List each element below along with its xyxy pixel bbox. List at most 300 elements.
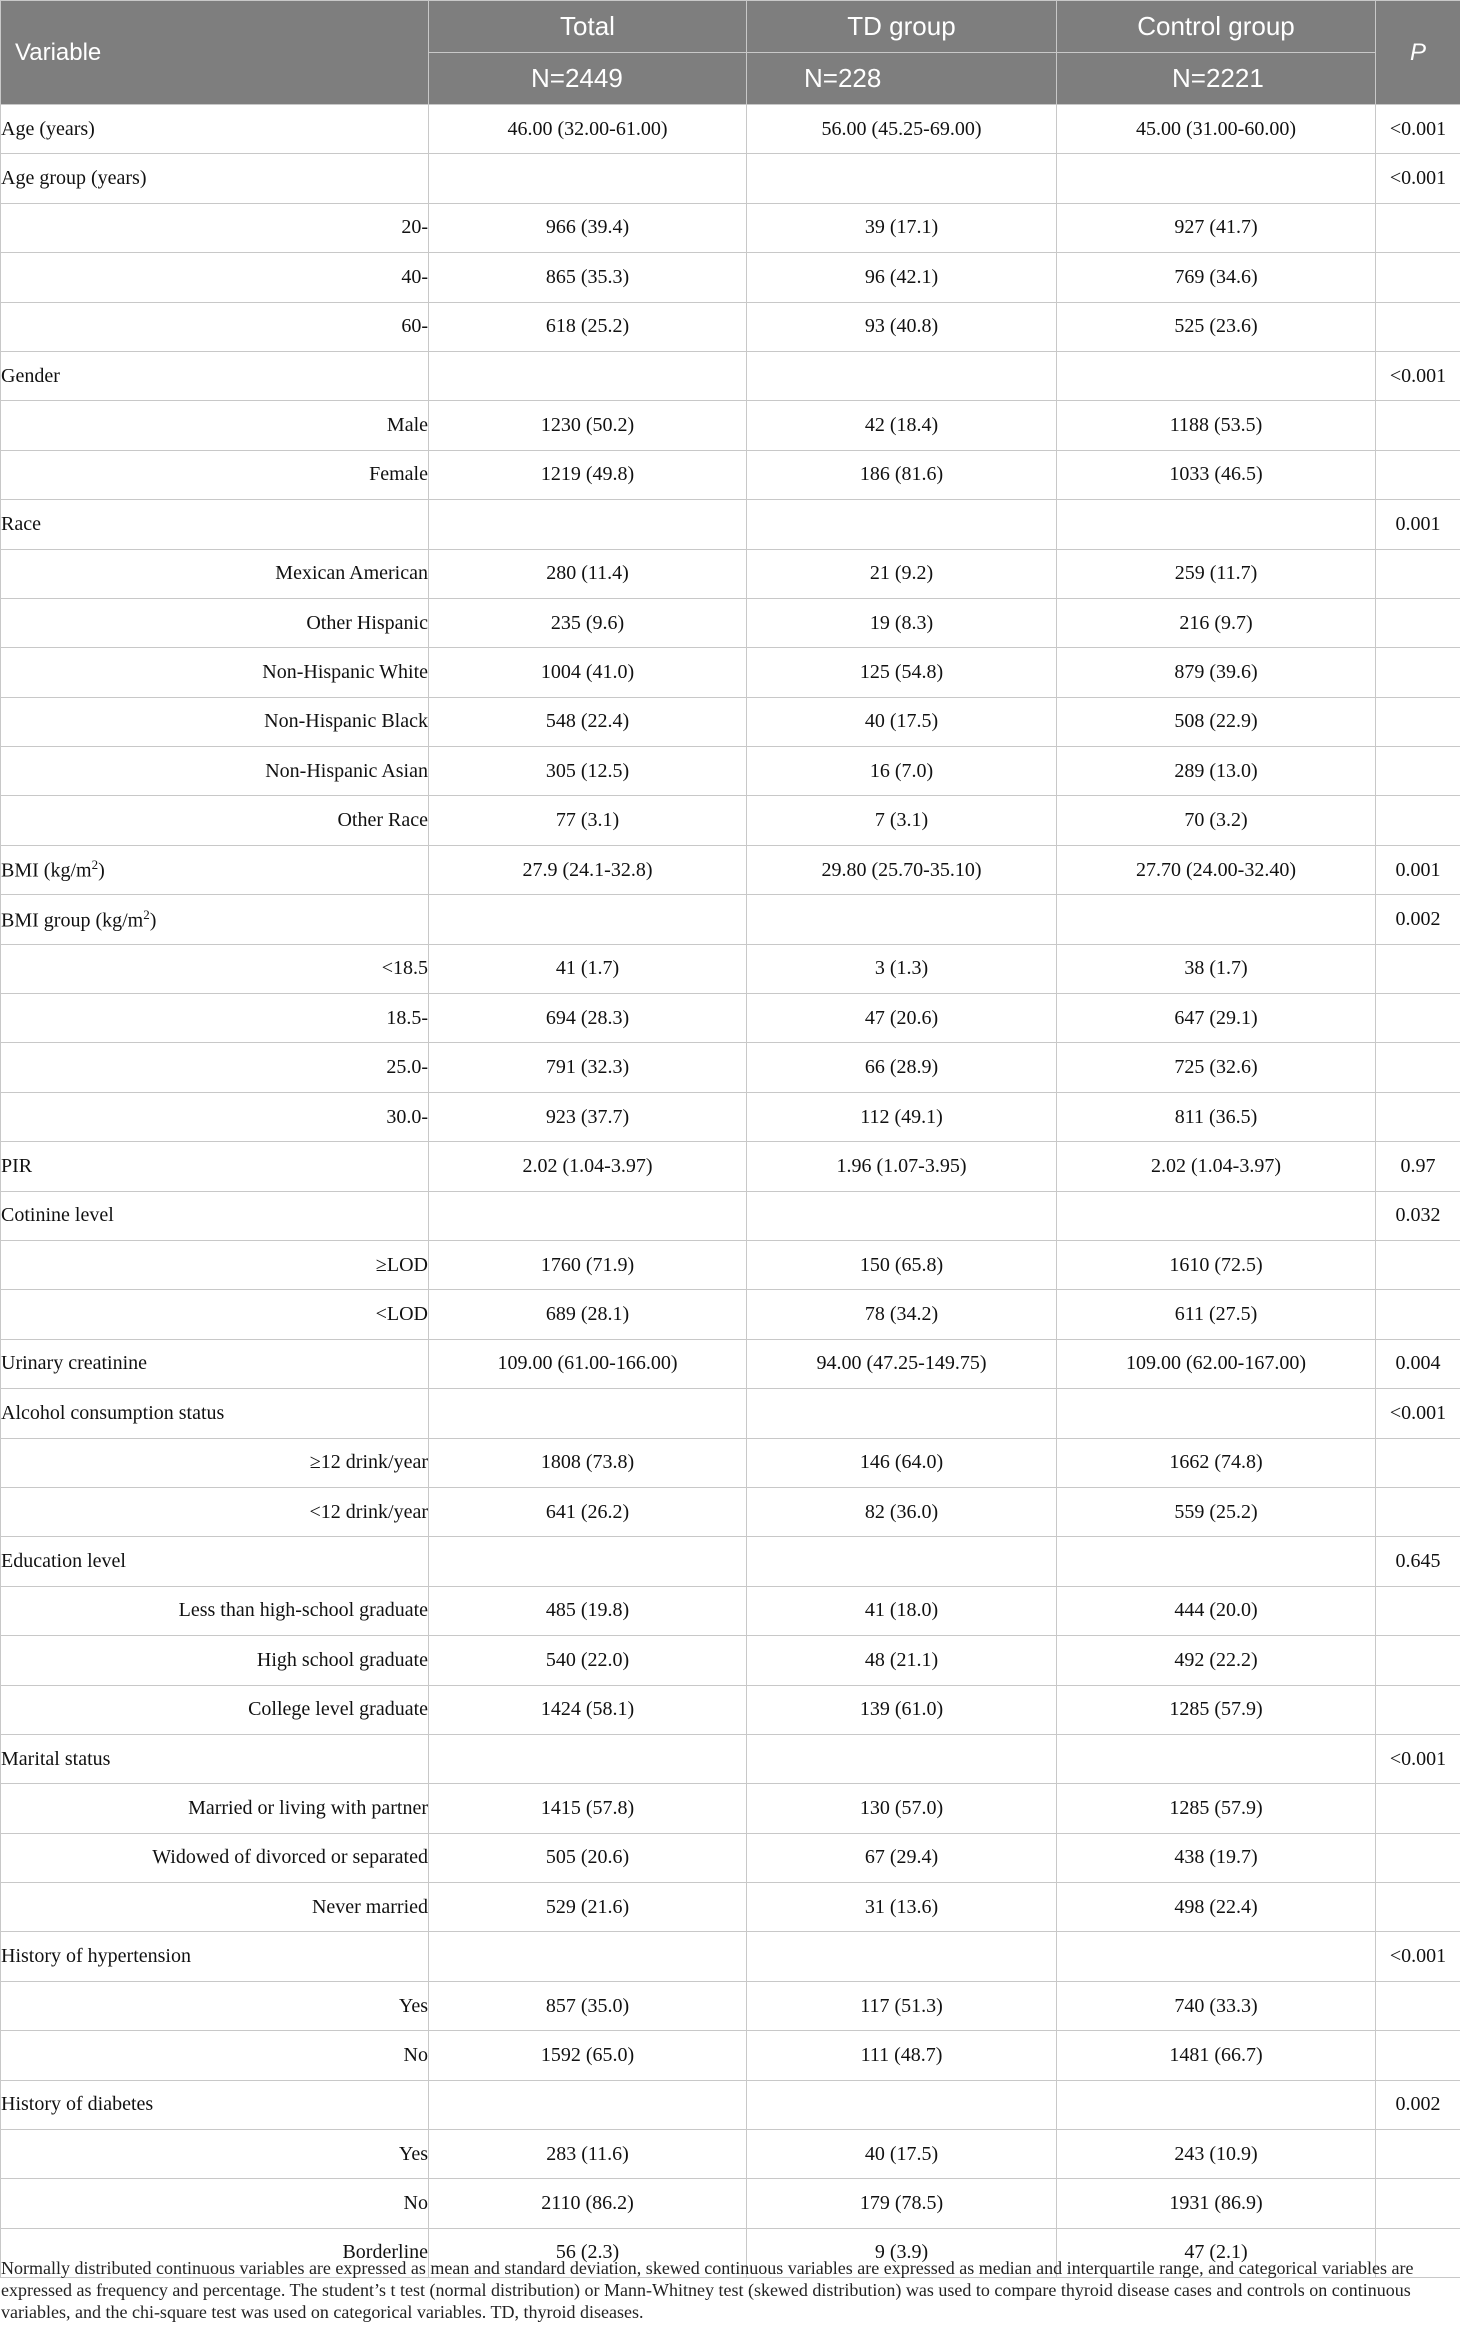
total-cell: 1219 (49.8)	[429, 450, 747, 499]
row-label	[1, 944, 429, 993]
row-label-text: History of diabetes	[1, 2093, 154, 2116]
table-row	[1, 2130, 1460, 2179]
row-label-text: Less than high-school graduate	[178, 1599, 428, 1622]
control-cell	[1057, 500, 1376, 549]
total-cell: 1760 (71.9)	[429, 1240, 747, 1289]
row-label-text: Mexican American	[275, 562, 428, 585]
row-label	[1, 1685, 429, 1734]
table-row	[1, 203, 1460, 252]
row-label-text: Male	[386, 414, 428, 437]
table-row	[1, 1240, 1460, 1289]
total-cell: 109.00 (61.00-166.00)	[429, 1339, 747, 1388]
row-label-text: 30.0-	[386, 1105, 428, 1128]
table-header	[1, 1, 1460, 105]
p-value-cell	[1376, 549, 1460, 598]
row-label-text: Other Race	[337, 809, 428, 832]
td-cell	[747, 895, 1057, 944]
p-value-cell	[1376, 1290, 1460, 1339]
p-value-cell: 0.645	[1376, 1537, 1460, 1586]
td-cell: 47 (20.6)	[747, 994, 1057, 1043]
total-cell: 56 (2.3)	[429, 2228, 747, 2277]
total-cell: 505 (20.6)	[429, 1833, 747, 1882]
row-label-text: College level graduate	[248, 1698, 428, 1721]
row-label-text: Race	[1, 512, 41, 535]
td-cell: 96 (42.1)	[747, 253, 1057, 302]
total-cell: 2.02 (1.04-3.97)	[429, 1142, 747, 1191]
control-cell: 492 (22.2)	[1057, 1636, 1376, 1685]
variable-header: Variable	[1, 1, 429, 105]
row-label-text: Female	[369, 463, 428, 486]
control-cell: 70 (3.2)	[1057, 796, 1376, 845]
superscript: 2	[91, 857, 99, 873]
total-cell: 41 (1.7)	[429, 944, 747, 993]
td-cell: 40 (17.5)	[747, 697, 1057, 746]
table-row	[1, 500, 1460, 549]
td-cell: 112 (49.1)	[747, 1092, 1057, 1141]
p-value-cell: <0.001	[1376, 1734, 1460, 1783]
row-label	[1, 1290, 429, 1339]
td-cell: 93 (40.8)	[747, 302, 1057, 351]
row-label-text: No	[403, 2043, 428, 2066]
row-label-text: Non-Hispanic Asian	[265, 759, 428, 782]
p-value-cell	[1376, 1043, 1460, 1092]
table-row	[1, 944, 1460, 993]
row-label-text: BMI (kg/m	[1, 859, 92, 882]
row-label	[1, 1142, 429, 1191]
table-row	[1, 1932, 1460, 1981]
row-label	[1, 648, 429, 697]
td-cell: 21 (9.2)	[747, 549, 1057, 598]
total-cell: 540 (22.0)	[429, 1636, 747, 1685]
total-cell	[429, 1932, 747, 1981]
total-cell: 1415 (57.8)	[429, 1784, 747, 1833]
control-cell: 740 (33.3)	[1057, 1981, 1376, 2030]
td-cell: 94.00 (47.25-149.75)	[747, 1339, 1057, 1388]
control-cell: 2.02 (1.04-3.97)	[1057, 1142, 1376, 1191]
control-cell: 498 (22.4)	[1057, 1883, 1376, 1932]
td-group-header: TD group	[747, 1, 1057, 53]
td-cell	[747, 500, 1057, 549]
p-value-cell	[1376, 1586, 1460, 1635]
row-label-text: Non-Hispanic White	[262, 660, 428, 683]
p-value-cell	[1376, 1636, 1460, 1685]
p-value-cell	[1376, 1883, 1460, 1932]
total-cell	[429, 1734, 747, 1783]
row-label-text: Marital status	[1, 1747, 111, 1770]
total-cell: 923 (37.7)	[429, 1092, 747, 1141]
row-label-text: ≥12 drink/year	[309, 1451, 428, 1474]
table-row	[1, 401, 1460, 450]
row-label-text: Urinary creatinine	[1, 1352, 148, 1375]
control-cell: 27.70 (24.00-32.40)	[1057, 845, 1376, 894]
p-value-cell: 0.004	[1376, 1339, 1460, 1388]
td-cell: 9 (3.9)	[747, 2228, 1057, 2277]
control-cell	[1057, 351, 1376, 400]
row-label	[1, 549, 429, 598]
total-cell: 1230 (50.2)	[429, 401, 747, 450]
table-row	[1, 1586, 1460, 1635]
table-row	[1, 1537, 1460, 1586]
total-cell: 865 (35.3)	[429, 253, 747, 302]
footnote-text: Normally distributed continuous variables are expressed as mean and standard deviation, skewed continuous variables are expressed as median and interquartile range, and categorical variables are expressed as frequency and percentage. The student’s t test (normal distribution) or Mann-Whitney test (skewed distribution) was used to compare thyroid disease cases and controls on continuous variables, and the chi-square test was used on categorical variables. TD, thyroid diseases.	[1, 2258, 1414, 2322]
row-label	[1, 1784, 429, 1833]
total-cell: 548 (22.4)	[429, 697, 747, 746]
total-header: Total	[429, 1, 747, 53]
table-row	[1, 895, 1460, 944]
control-cell: 243 (10.9)	[1057, 2130, 1376, 2179]
row-label	[1, 401, 429, 450]
td-group-n: N=228	[747, 53, 1057, 105]
control-cell	[1057, 154, 1376, 203]
p-value-cell: 0.032	[1376, 1191, 1460, 1240]
control-group-header: Control group	[1057, 1, 1376, 53]
p-value-cell	[1376, 747, 1460, 796]
row-label-text: Cotinine level	[1, 1204, 114, 1227]
td-cell: 40 (17.5)	[747, 2130, 1057, 2179]
control-cell	[1057, 1389, 1376, 1438]
total-cell: 689 (28.1)	[429, 1290, 747, 1339]
table-row	[1, 351, 1460, 400]
table-row	[1, 1290, 1460, 1339]
p-value-cell	[1376, 1092, 1460, 1141]
total-cell	[429, 895, 747, 944]
control-cell: 1285 (57.9)	[1057, 1685, 1376, 1734]
table-row	[1, 450, 1460, 499]
total-cell: 1424 (58.1)	[429, 1685, 747, 1734]
row-label	[1, 154, 429, 203]
table-row	[1, 747, 1460, 796]
table-row	[1, 994, 1460, 1043]
p-value-cell: 0.001	[1376, 500, 1460, 549]
control-cell: 811 (36.5)	[1057, 1092, 1376, 1141]
total-cell	[429, 351, 747, 400]
table-row	[1, 549, 1460, 598]
p-value-cell	[1376, 302, 1460, 351]
table-row	[1, 1784, 1460, 1833]
row-label-suffix: )	[98, 859, 105, 882]
row-label-text: 60-	[401, 315, 428, 338]
row-label	[1, 845, 429, 894]
total-n: N=2449	[429, 53, 747, 105]
row-label	[1, 697, 429, 746]
control-cell: 1610 (72.5)	[1057, 1240, 1376, 1289]
p-value-cell	[1376, 944, 1460, 993]
table-row	[1, 1833, 1460, 1882]
control-cell: 1481 (66.7)	[1057, 2031, 1376, 2080]
td-cell: 41 (18.0)	[747, 1586, 1057, 1635]
table-row	[1, 253, 1460, 302]
control-cell: 1285 (57.9)	[1057, 1784, 1376, 1833]
total-cell	[429, 154, 747, 203]
total-cell: 529 (21.6)	[429, 1883, 747, 1932]
row-label-text: Education level	[1, 1550, 126, 1573]
p-value-header: P	[1376, 1, 1460, 105]
row-label-text: Age (years)	[1, 117, 95, 140]
row-label	[1, 796, 429, 845]
td-cell: 130 (57.0)	[747, 1784, 1057, 1833]
row-label	[1, 1537, 429, 1586]
p-value-cell	[1376, 648, 1460, 697]
p-value-cell	[1376, 1685, 1460, 1734]
row-label	[1, 994, 429, 1043]
total-cell: 694 (28.3)	[429, 994, 747, 1043]
table-row	[1, 302, 1460, 351]
p-value-cell	[1376, 203, 1460, 252]
row-label-text: <12 drink/year	[309, 1500, 428, 1523]
total-cell	[429, 1537, 747, 1586]
control-cell: 769 (34.6)	[1057, 253, 1376, 302]
td-cell: 56.00 (45.25-69.00)	[747, 105, 1057, 154]
row-label	[1, 1043, 429, 1092]
p-value-cell	[1376, 2031, 1460, 2080]
row-label	[1, 2031, 429, 2080]
table-row	[1, 2080, 1460, 2129]
control-cell	[1057, 1932, 1376, 1981]
total-cell: 641 (26.2)	[429, 1487, 747, 1536]
td-cell: 66 (28.9)	[747, 1043, 1057, 1092]
row-label-text: High school graduate	[256, 1648, 428, 1671]
table-row	[1, 1043, 1460, 1092]
total-cell: 485 (19.8)	[429, 1586, 747, 1635]
control-cell: 38 (1.7)	[1057, 944, 1376, 993]
control-cell: 559 (25.2)	[1057, 1487, 1376, 1536]
control-cell	[1057, 2080, 1376, 2129]
row-label	[1, 1438, 429, 1487]
control-cell: 1188 (53.5)	[1057, 401, 1376, 450]
row-label	[1, 1092, 429, 1141]
row-label	[1, 1339, 429, 1388]
control-cell	[1057, 1537, 1376, 1586]
control-cell: 438 (19.7)	[1057, 1833, 1376, 1882]
total-cell: 235 (9.6)	[429, 598, 747, 647]
td-cell: 39 (17.1)	[747, 203, 1057, 252]
td-cell: 16 (7.0)	[747, 747, 1057, 796]
p-value-cell	[1376, 796, 1460, 845]
row-label	[1, 2080, 429, 2129]
table-row	[1, 1685, 1460, 1734]
row-label-text: Age group (years)	[1, 167, 147, 190]
control-cell: 508 (22.9)	[1057, 697, 1376, 746]
control-cell: 289 (13.0)	[1057, 747, 1376, 796]
total-cell: 1592 (65.0)	[429, 2031, 747, 2080]
row-label-text: 40-	[401, 265, 428, 288]
row-label-suffix: )	[149, 909, 157, 932]
td-cell	[747, 2080, 1057, 2129]
table-row	[1, 697, 1460, 746]
row-label-text: <LOD	[375, 1303, 428, 1326]
control-cell: 879 (39.6)	[1057, 648, 1376, 697]
table-body	[1, 105, 1460, 2278]
td-cell: 67 (29.4)	[747, 1833, 1057, 1882]
td-cell: 31 (13.6)	[747, 1883, 1057, 1932]
total-cell: 857 (35.0)	[429, 1981, 747, 2030]
td-cell	[747, 1537, 1057, 1586]
p-value-cell: <0.001	[1376, 154, 1460, 203]
td-cell: 179 (78.5)	[747, 2179, 1057, 2228]
p-value-cell	[1376, 1438, 1460, 1487]
control-group-n: N=2221	[1057, 53, 1376, 105]
table-row	[1, 1636, 1460, 1685]
row-label	[1, 1191, 429, 1240]
row-label-text: 18.5-	[386, 1006, 428, 1029]
td-cell: 42 (18.4)	[747, 401, 1057, 450]
td-cell: 150 (65.8)	[747, 1240, 1057, 1289]
row-label	[1, 1932, 429, 1981]
p-value-cell	[1376, 1833, 1460, 1882]
td-cell: 82 (36.0)	[747, 1487, 1057, 1536]
row-label-text: 20-	[401, 216, 428, 239]
table-row	[1, 598, 1460, 647]
row-label	[1, 105, 429, 154]
total-cell: 305 (12.5)	[429, 747, 747, 796]
row-label-text: ≥LOD	[375, 1253, 428, 1276]
row-label-text: Never married	[311, 1895, 428, 1918]
td-cell: 19 (8.3)	[747, 598, 1057, 647]
td-cell: 111 (48.7)	[747, 2031, 1057, 2080]
p-value-cell	[1376, 1981, 1460, 2030]
row-label	[1, 1981, 429, 2030]
p-value-cell	[1376, 253, 1460, 302]
total-cell	[429, 1389, 747, 1438]
control-cell: 216 (9.7)	[1057, 598, 1376, 647]
row-label-text: Non-Hispanic Black	[264, 710, 428, 733]
td-cell: 7 (3.1)	[747, 796, 1057, 845]
row-label	[1, 1586, 429, 1635]
row-label-text: Yes	[398, 2142, 428, 2165]
total-cell: 618 (25.2)	[429, 302, 747, 351]
total-cell: 1004 (41.0)	[429, 648, 747, 697]
row-label	[1, 1389, 429, 1438]
control-cell: 109.00 (62.00-167.00)	[1057, 1339, 1376, 1388]
row-label	[1, 1636, 429, 1685]
control-cell	[1057, 1191, 1376, 1240]
total-cell: 283 (11.6)	[429, 2130, 747, 2179]
row-label	[1, 1487, 429, 1536]
row-label-text: Widowed of divorced or separated	[152, 1846, 428, 1869]
p-value-cell: <0.001	[1376, 1932, 1460, 1981]
control-cell: 1662 (74.8)	[1057, 1438, 1376, 1487]
table-row	[1, 1883, 1460, 1932]
p-value-cell: <0.001	[1376, 105, 1460, 154]
table-row	[1, 845, 1460, 894]
row-label-text: Gender	[1, 364, 60, 387]
td-cell	[747, 351, 1057, 400]
total-cell	[429, 500, 747, 549]
total-cell: 280 (11.4)	[429, 549, 747, 598]
total-cell	[429, 1191, 747, 1240]
td-cell	[747, 1191, 1057, 1240]
row-label-text: PIR	[1, 1154, 33, 1177]
control-cell	[1057, 895, 1376, 944]
total-cell	[429, 2080, 747, 2129]
total-cell: 46.00 (32.00-61.00)	[429, 105, 747, 154]
row-label-text: 25.0-	[386, 1056, 428, 1079]
control-cell	[1057, 1734, 1376, 1783]
row-label	[1, 598, 429, 647]
row-label	[1, 203, 429, 252]
row-label	[1, 2179, 429, 2228]
p-value-cell: <0.001	[1376, 1389, 1460, 1438]
p-value-cell	[1376, 1240, 1460, 1289]
row-label-text: History of hypertension	[1, 1945, 191, 1968]
row-label	[1, 1734, 429, 1783]
row-label-text: Borderline	[342, 2241, 428, 2264]
td-cell: 186 (81.6)	[747, 450, 1057, 499]
row-label-text: Yes	[398, 1994, 428, 2017]
total-cell: 77 (3.1)	[429, 796, 747, 845]
table-row	[1, 2031, 1460, 2080]
p-value-cell	[1376, 598, 1460, 647]
p-value-cell	[1376, 697, 1460, 746]
row-label	[1, 302, 429, 351]
table-row	[1, 1487, 1460, 1536]
control-cell: 47 (2.1)	[1057, 2228, 1376, 2277]
row-label-text: Alcohol consumption status	[1, 1401, 225, 1424]
table-row	[1, 1142, 1460, 1191]
p-value-cell: 0.001	[1376, 845, 1460, 894]
table-row	[1, 2179, 1460, 2228]
td-cell	[747, 1389, 1057, 1438]
p-value-cell: 0.002	[1376, 895, 1460, 944]
table-row	[1, 1734, 1460, 1783]
control-cell: 45.00 (31.00-60.00)	[1057, 105, 1376, 154]
table-footnote	[0, 2257, 1456, 2323]
td-cell: 48 (21.1)	[747, 1636, 1057, 1685]
p-value-cell: 0.97	[1376, 1142, 1460, 1191]
row-label-text: No	[403, 2192, 428, 2215]
row-label	[1, 1833, 429, 1882]
control-cell: 725 (32.6)	[1057, 1043, 1376, 1092]
p-value-cell	[1376, 1784, 1460, 1833]
row-label	[1, 351, 429, 400]
table-row	[1, 796, 1460, 845]
td-cell	[747, 154, 1057, 203]
p-value-cell	[1376, 2179, 1460, 2228]
row-label-text: Married or living with partner	[188, 1796, 428, 1819]
total-cell: 2110 (86.2)	[429, 2179, 747, 2228]
td-cell: 78 (34.2)	[747, 1290, 1057, 1339]
total-cell: 27.9 (24.1-32.8)	[429, 845, 747, 894]
row-label	[1, 450, 429, 499]
table-row	[1, 1438, 1460, 1487]
total-cell: 791 (32.3)	[429, 1043, 747, 1092]
row-label	[1, 1240, 429, 1289]
row-label	[1, 747, 429, 796]
td-cell: 29.80 (25.70-35.10)	[747, 845, 1057, 894]
total-cell: 966 (39.4)	[429, 203, 747, 252]
row-label-text: BMI group (kg/m	[1, 909, 144, 932]
control-cell: 525 (23.6)	[1057, 302, 1376, 351]
td-cell	[747, 1734, 1057, 1783]
td-cell: 117 (51.3)	[747, 1981, 1057, 2030]
control-cell: 1931 (86.9)	[1057, 2179, 1376, 2228]
td-cell: 3 (1.3)	[747, 944, 1057, 993]
row-label	[1, 2130, 429, 2179]
td-cell: 1.96 (1.07-3.95)	[747, 1142, 1057, 1191]
table-row	[1, 1389, 1460, 1438]
p-value-cell	[1376, 401, 1460, 450]
table-row	[1, 154, 1460, 203]
table-row	[1, 1981, 1460, 2030]
control-cell: 647 (29.1)	[1057, 994, 1376, 1043]
table-row	[1, 1339, 1460, 1388]
table-row	[1, 1092, 1460, 1141]
control-cell: 611 (27.5)	[1057, 1290, 1376, 1339]
td-cell: 125 (54.8)	[747, 648, 1057, 697]
row-label-text: Other Hispanic	[306, 611, 428, 634]
table-row	[1, 105, 1460, 154]
row-label-text: <18.5	[381, 957, 428, 980]
